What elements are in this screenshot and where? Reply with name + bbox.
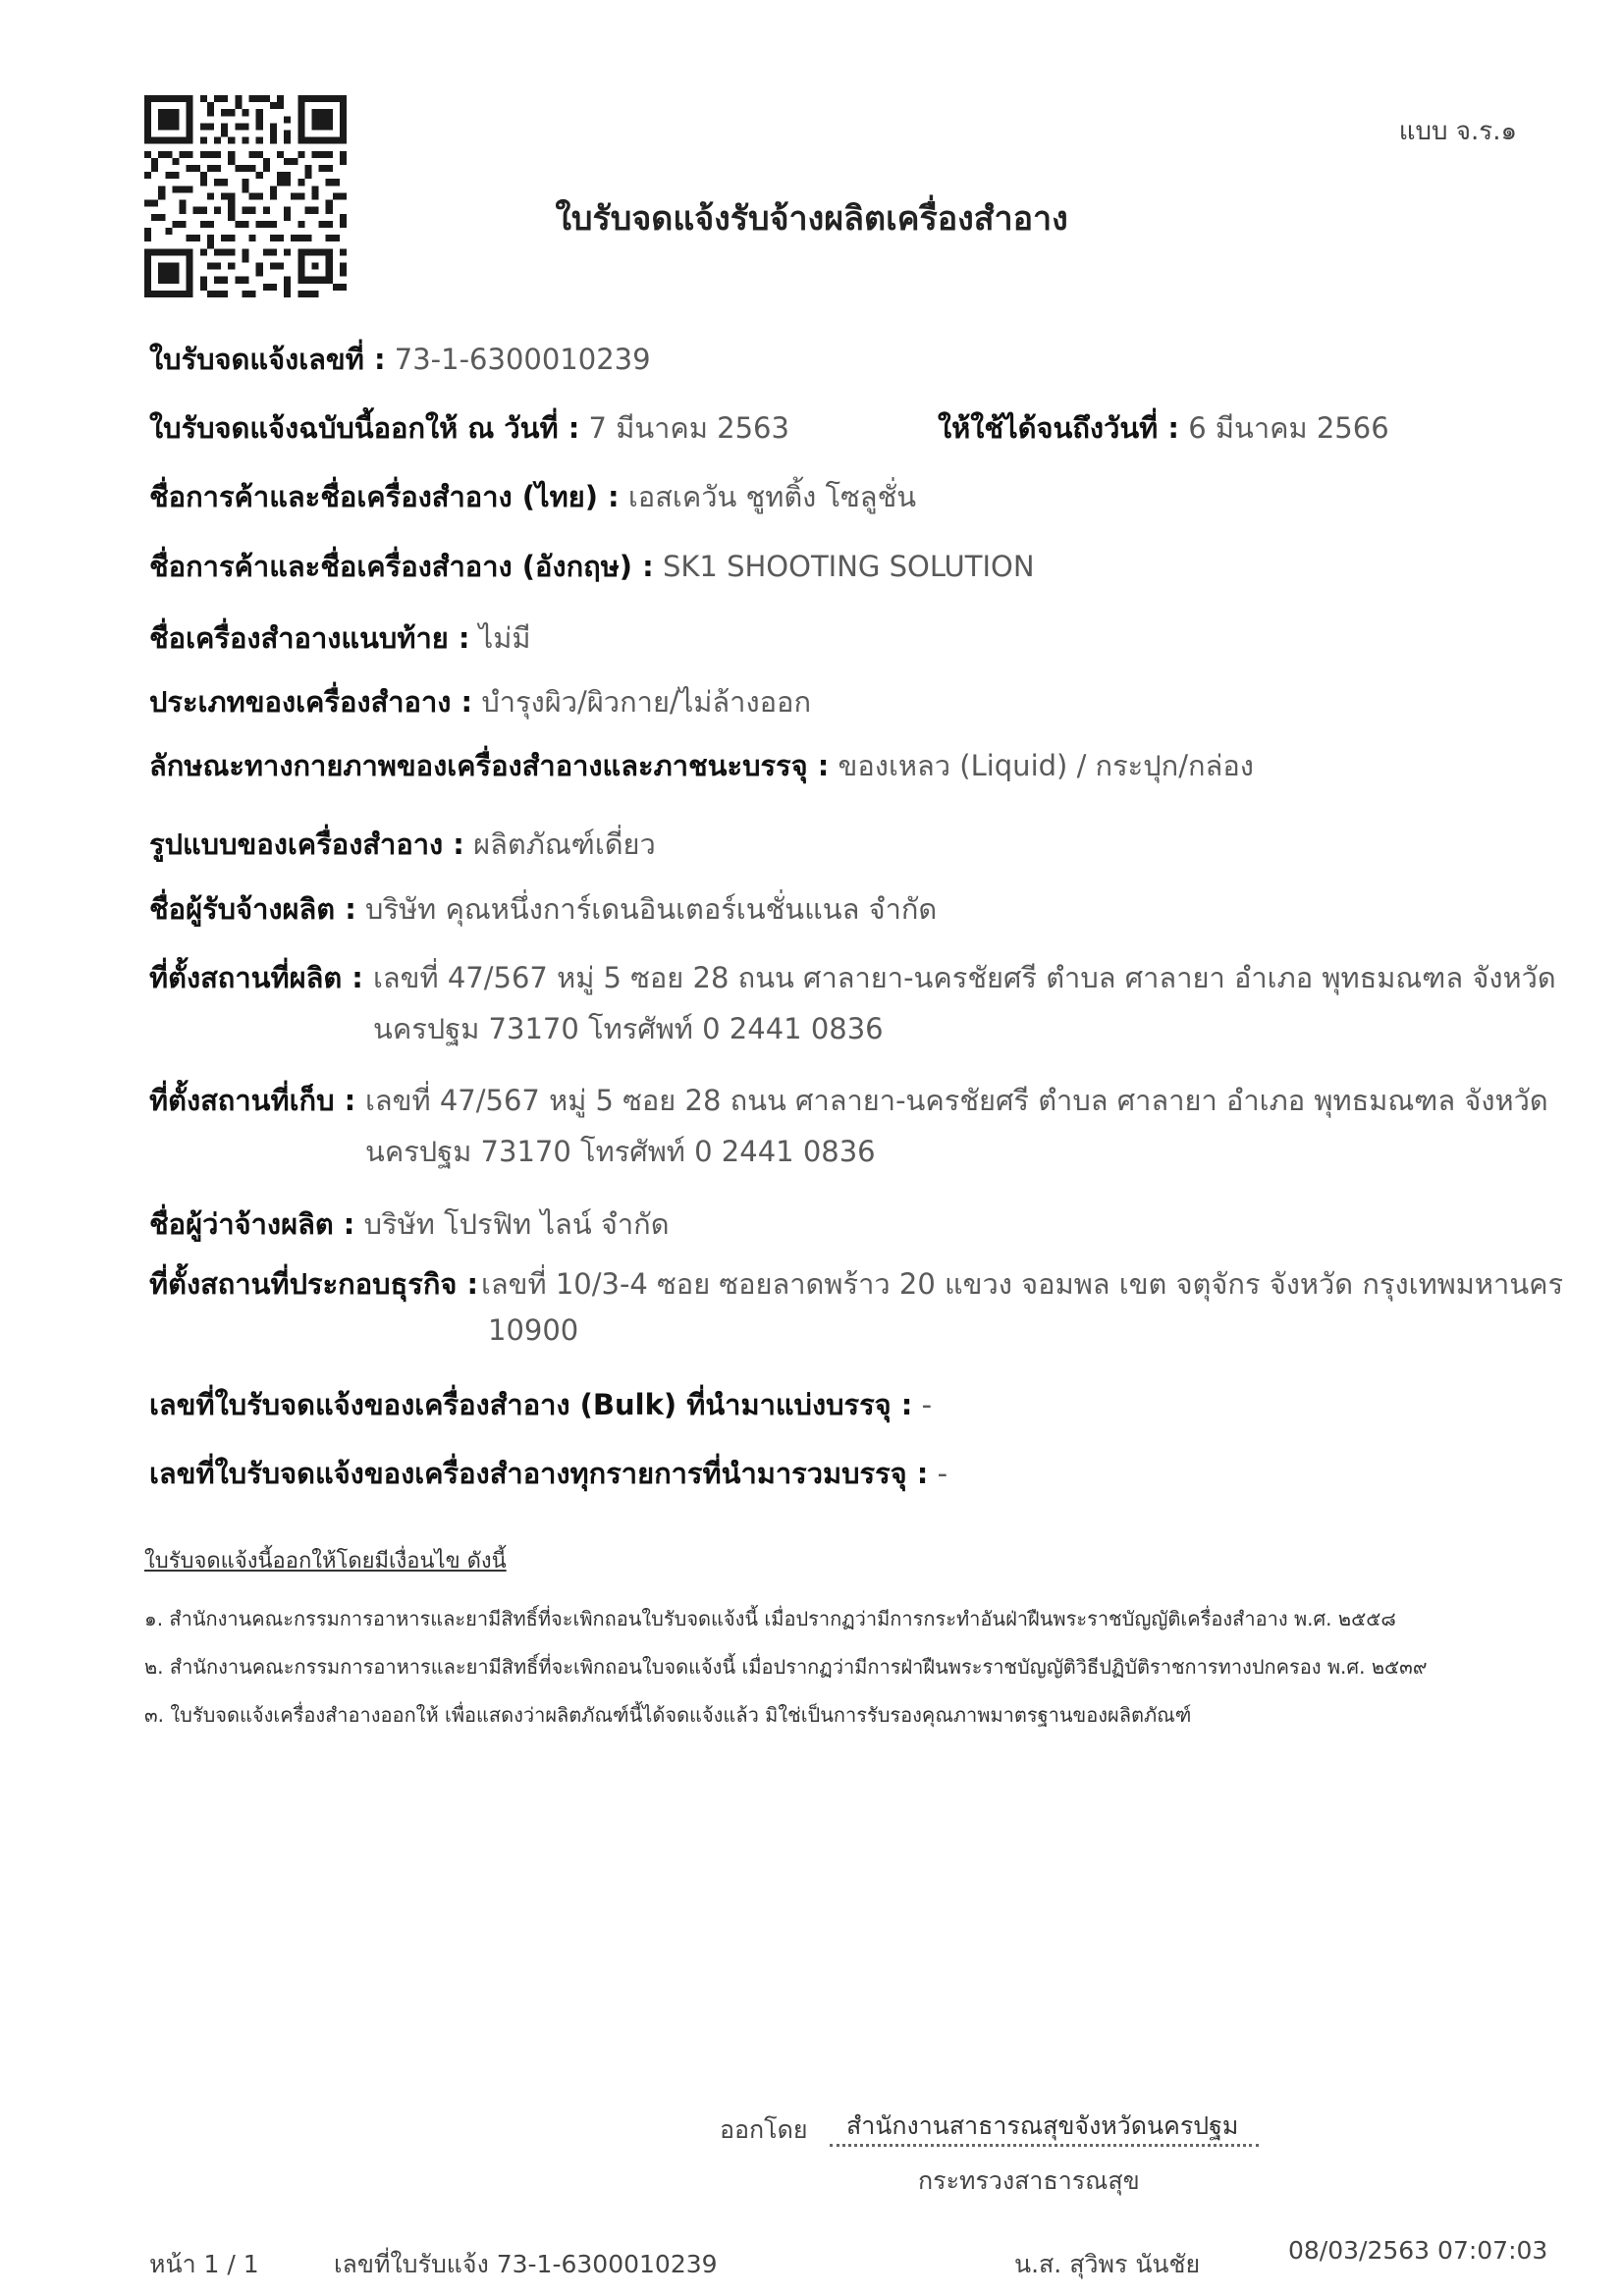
category-value: บำรุงผิว/ผิวกาย/ไม่ล้างออก <box>481 685 812 719</box>
mfg-site-line-1: เลขที่ 47/567 หมู่ 5 ซอย 28 ถนน ศาลายา-นครชัยศรี ตำบล ศาลายา อำเภอ พุทธมณฑล จังหวัด <box>373 961 1556 994</box>
issuer-office: สำนักงานสาธารณสุขจังหวัดนครปฐม <box>846 2111 1239 2140</box>
condition-item: ๑. สำนักงานคณะกรรมการอาหารและยามีสิทธิ์ที่จะเพิกถอนใบรับจดแจ้งนี้ เมื่อปรากฏว่ามีการกระทำอันฝ่าฝืนพระราชบัญญัติเครื่องสำอาง พ.ศ. ๒๕๕๘ <box>144 1607 1396 1630</box>
condition-item: ๒. สำนักงานคณะกรรมการอาหารและยามีสิทธิ์ที่จะเพิกถอนใบจดแจ้งนี้ เมื่อปรากฏว่ามีการฝ่าฝืนพระราชบัญญัติวิธีปฏิบัติราชการทางปกครอง พ.ศ. ๒๕๓๙ <box>144 1655 1428 1679</box>
storage-site-label: ที่ตั้งสถานที่เก็บ : <box>149 1084 356 1117</box>
business-site-label: ที่ตั้งสถานที่ประกอบธุรกิจ : <box>149 1267 479 1301</box>
category-label: ประเภทของเครื่องสำอาง : <box>149 685 473 719</box>
physical-value: ของเหลว (Liquid) / กระปุก/กล่อง <box>838 749 1254 782</box>
issuer-underline <box>830 2144 1259 2147</box>
field-mfg-site <box>149 955 363 1000</box>
field-hirer <box>149 1201 670 1247</box>
reg-no-value: 73-1-6300010239 <box>394 343 651 376</box>
field-bulk-no <box>149 1382 932 1427</box>
field-name-en <box>149 544 1035 589</box>
form-code: แบบ จ.ร.๑ <box>1398 117 1517 146</box>
issue-date-value: 7 มีนาคม 2563 <box>588 411 789 445</box>
bulk-no-value: - <box>921 1388 933 1421</box>
field-format <box>149 822 656 867</box>
combined-no-value: - <box>937 1457 948 1490</box>
name-th-value: เอสเควัน ชูทติ้ง โซลูชั่น <box>627 480 917 513</box>
field-manufacturer <box>149 886 937 932</box>
physical-label: ลักษณะทางกายภาพของเครื่องสำอางและภาชนะบรรจุ : <box>149 749 830 782</box>
footer-reference: เลขที่ใบรับแจ้ง 73-1-6300010239 <box>334 2250 718 2278</box>
field-combined-no <box>149 1451 947 1496</box>
condition-item: ๓. ใบรับจดแจ้งเครื่องสำอางออกให้ เพื่อแสดงว่าผลิตภัณฑ์นี้ได้จดแจ้งแล้ว มิใช่เป็นการรับรองคุณภาพมาตรฐานของผลิตภัณฑ์ <box>144 1703 1192 1727</box>
name-annex-label: ชื่อเครื่องสำอางแนบท้าย : <box>149 621 470 655</box>
field-category <box>149 679 811 724</box>
issuer-ministry: กระทรวงสาธารณสุข <box>918 2166 1140 2195</box>
manufacturer-value: บริษัท คุณหนึ่งการ์เดนอินเตอร์เนชั่นแนล จำกัด <box>365 892 938 926</box>
field-storage-site <box>149 1078 355 1123</box>
timestamp: 08/03/2563 07:07:03 <box>1288 2236 1548 2265</box>
valid-until-label: ให้ใช้ได้จนถึงวันที่ : <box>938 411 1179 445</box>
business-site-line-1: เลขที่ 10/3-4 ซอย ซอยลาดพร้าว 20 แขวง จอมพล เขต จตุจักร จังหวัด กรุงเทพมหานคร <box>481 1267 1564 1301</box>
bulk-no-label: เลขที่ใบรับจดแจ้งของเครื่องสำอาง (Bulk) ที่นำมาแบ่งบรรจุ : <box>149 1388 913 1421</box>
issuer-label: ออกโดย <box>720 2115 808 2144</box>
issue-date-label: ใบรับจดแจ้งฉบับนี้ออกให้ ณ วันที่ : <box>149 411 580 445</box>
field-reg-no <box>149 337 651 382</box>
field-name-th <box>149 474 916 519</box>
format-value: ผลิตภัณฑ์เดี่ยว <box>473 828 656 861</box>
format-label: รูปแบบของเครื่องสำอาง : <box>149 828 464 861</box>
storage-site-line-2: นครปฐม 73170 โทรศัพท์ 0 2441 0836 <box>365 1135 876 1168</box>
name-annex-value: ไม่มี <box>478 621 531 655</box>
officer-name: น.ส. สุวิพร นันชัย <box>1014 2250 1201 2278</box>
business-site-line-2: 10900 <box>488 1313 579 1347</box>
field-valid-until <box>938 405 1389 451</box>
field-issue-date <box>149 405 789 451</box>
hirer-label: ชื่อผู้ว่าจ้างผลิต : <box>149 1207 355 1241</box>
combined-no-label: เลขที่ใบรับจดแจ้งของเครื่องสำอางทุกรายการที่นำมารวมบรรจุ : <box>149 1457 929 1490</box>
field-physical <box>149 743 1254 788</box>
mfg-site-line-2: นครปฐม 73170 โทรศัพท์ 0 2441 0836 <box>373 1012 884 1045</box>
mfg-site-label: ที่ตั้งสถานที่ผลิต : <box>149 961 363 994</box>
page-number: หน้า 1 / 1 <box>149 2250 259 2278</box>
storage-site-line-1: เลขที่ 47/567 หมู่ 5 ซอย 28 ถนน ศาลายา-นครชัยศรี ตำบล ศาลายา อำเภอ พุทธมณฑล จังหวัด <box>365 1084 1548 1117</box>
conditions-title: ใบรับจดแจ้งนี้ออกให้โดยมีเงื่อนไข ดังนี้ <box>144 1549 507 1574</box>
reg-no-label: ใบรับจดแจ้งเลขที่ : <box>149 343 386 376</box>
valid-until-value: 6 มีนาคม 2566 <box>1188 411 1389 445</box>
name-en-value: SK1 SHOOTING SOLUTION <box>662 550 1035 583</box>
name-th-label: ชื่อการค้าและชื่อเครื่องสำอาง (ไทย) : <box>149 480 620 513</box>
document-title: ใบรับจดแจ้งรับจ้างผลิตเครื่องสำอาง <box>555 199 1068 239</box>
field-name-annex <box>149 615 530 661</box>
field-business-site <box>149 1261 478 1307</box>
hirer-value: บริษัท โปรฟิท ไลน์ จำกัด <box>363 1207 670 1241</box>
manufacturer-label: ชื่อผู้รับจ้างผลิต : <box>149 892 356 926</box>
name-en-label: ชื่อการค้าและชื่อเครื่องสำอาง (อังกฤษ) : <box>149 550 654 583</box>
